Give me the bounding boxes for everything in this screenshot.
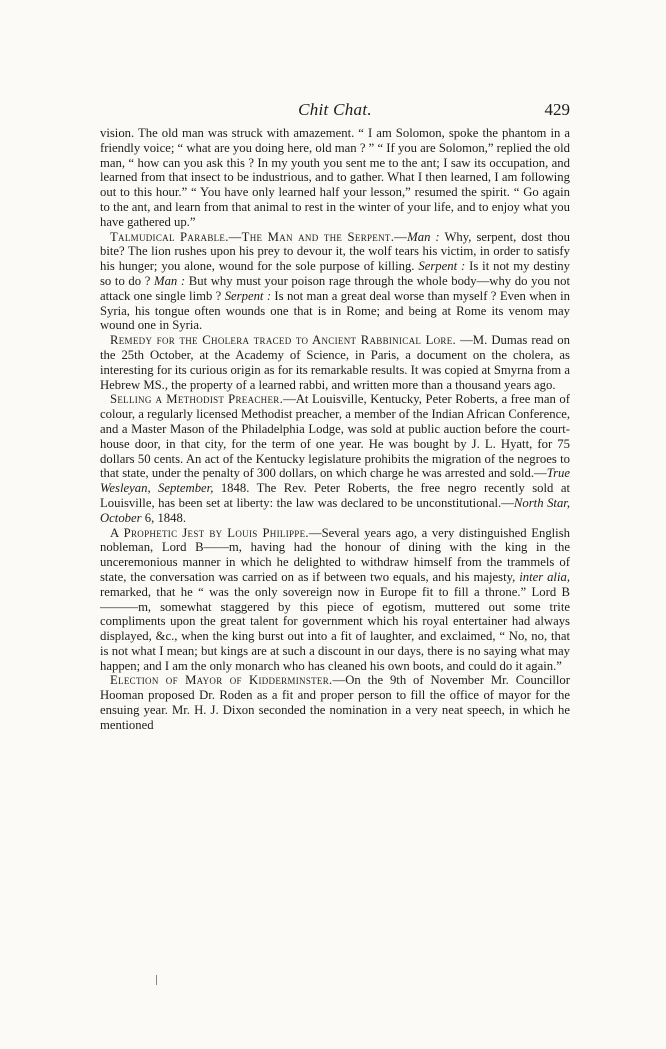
paragraph-body: 6, 1848.	[141, 510, 186, 525]
paragraph-talmudical-parable	[100, 230, 570, 334]
paragraph-body: —M. Dumas read on the 25th October, at the Academy of Science, in Paris, a document on the cholera, as interesting for its curious origin as for its remarkable results. It was copied at Smyrna from a Hebrew MS., the property of a learned rabbi, and written more than a thousand years ago.	[100, 333, 570, 392]
print-speck	[156, 975, 157, 985]
speaker-label: Serpent :	[224, 288, 272, 303]
section-heading: Remedy for the Cholera traced to Ancient Rabbinical Lore.	[110, 333, 456, 348]
source-citation: North Star, October	[100, 495, 570, 525]
paragraph-kidderminster-election	[100, 673, 570, 732]
paragraph-body: —Several years ago, a very distinguished English nobleman, Lord B——m, having had the honour of dining with the king in the unceremonious manner in which he delighted to withdraw himself from the trammels of state, the conversation was carried on as if between two equals, and his majesty,	[100, 525, 570, 584]
paragraph-prophetic-jest	[100, 526, 570, 674]
dialogue-text: But why must your poison rage through the whole body—why do you not attack one single limb ?	[100, 273, 570, 303]
body-text	[100, 126, 570, 733]
section-heading: Talmudical Parable.—The Man and the Serpent.—	[110, 229, 408, 244]
source-citation: True Wesleyan, September,	[100, 466, 570, 496]
speaker-label: Serpent :	[418, 259, 466, 274]
paragraph-methodist-preacher	[100, 392, 570, 525]
section-heading: Election of Mayor of Kidderminster.	[110, 673, 333, 688]
dialogue-text: Is not man a great deal worse than myself ? Even when in Syria, his tongue often wounds one that is in Rome; and being at Rome its venom may wound one in Syria.	[100, 288, 570, 333]
dialogue-text: Why, serpent, dost thou bite? The lion rushes upon his prey to devour it, the wolf tears his victim, in order to satisfy his hunger; you alone, wound for the sole purpose of killing.	[100, 229, 570, 274]
speaker-label: Man :	[154, 273, 186, 288]
page-number: 429	[544, 100, 570, 119]
paragraph-body: —On the 9th of November Mr. Councillor Hooman proposed Dr. Roden as a fit and proper person to fill the office of mayor for the ensuing year. Mr. H. J. Dixon seconded the nomination in a very neat speech, in which he mentioned	[100, 673, 570, 732]
latin-phrase: inter alia,	[519, 569, 570, 584]
speaker-label: Man :	[407, 229, 440, 244]
paragraph-body: remarked, that he “ was the only sovereign now in Europe fit to fill a throne.” Lord B———m, somewhat staggered by this piece of egotism, muttered out some trite compliments upon the great talent for government which his royal entertainer had always displayed, &c., when the king burst out into a fit of laughter, and exclaimed, “ No, no, that is not what I mean; but kings are at such a discount in our days, there is no saying what may happen; and I am the only monarch who has cleaned his own boots, and could do it again.”	[100, 584, 570, 673]
dialogue-text: Is it not my destiny so to do ?	[100, 259, 570, 288]
section-heading: A Prophetic Jest by Louis Philippe.	[110, 525, 309, 540]
running-title: Chit Chat.	[298, 100, 372, 119]
page-header	[100, 100, 570, 124]
paragraph-cholera-remedy	[100, 333, 570, 392]
paragraph-solomon-ending: vision. The old man was struck with amazement. “ I am Solomon, spoke the phantom in a friendly voice; “ what are you doing here, old man ? ” “ If you are Solomon,” replied the old man, “ how can you ask this ? In my youth you sent me to the ant; I saw its occupation, and learned from that insect to be industrious, and to gather. What I then learned, I am following out to this hour.” “ You have only learned half your lesson,” resumed the spirit. “ Go again to the ant, and learn from that animal to rest in the winter of your life, and to enjoy what you have gathered up.”	[100, 126, 570, 229]
section-heading: Selling a Methodist Preacher.	[110, 392, 284, 407]
paragraph-body: 1848. The Rev. Peter Roberts, the free negro recently sold at Louisville, has been set at liberty: the law was declared to be unconstitutional.—	[100, 481, 570, 510]
paragraph-body: —At Louisville, Kentucky, Peter Roberts, a free man of colour, a regularly licensed Methodist preacher, a member of the Indian African Conference, and a Master Mason of the Philadelphia Lodge, was sold at public auction before the court-house door, in that city, for the term of one year. He was bought by J. L. Hyatt, for 75 dollars 50 cents. An act of the Kentucky legislature prohibits the migration of the negroes to that state, under the penalty of 300 dollars, on which charge he was arrested and sold.—	[100, 392, 571, 481]
